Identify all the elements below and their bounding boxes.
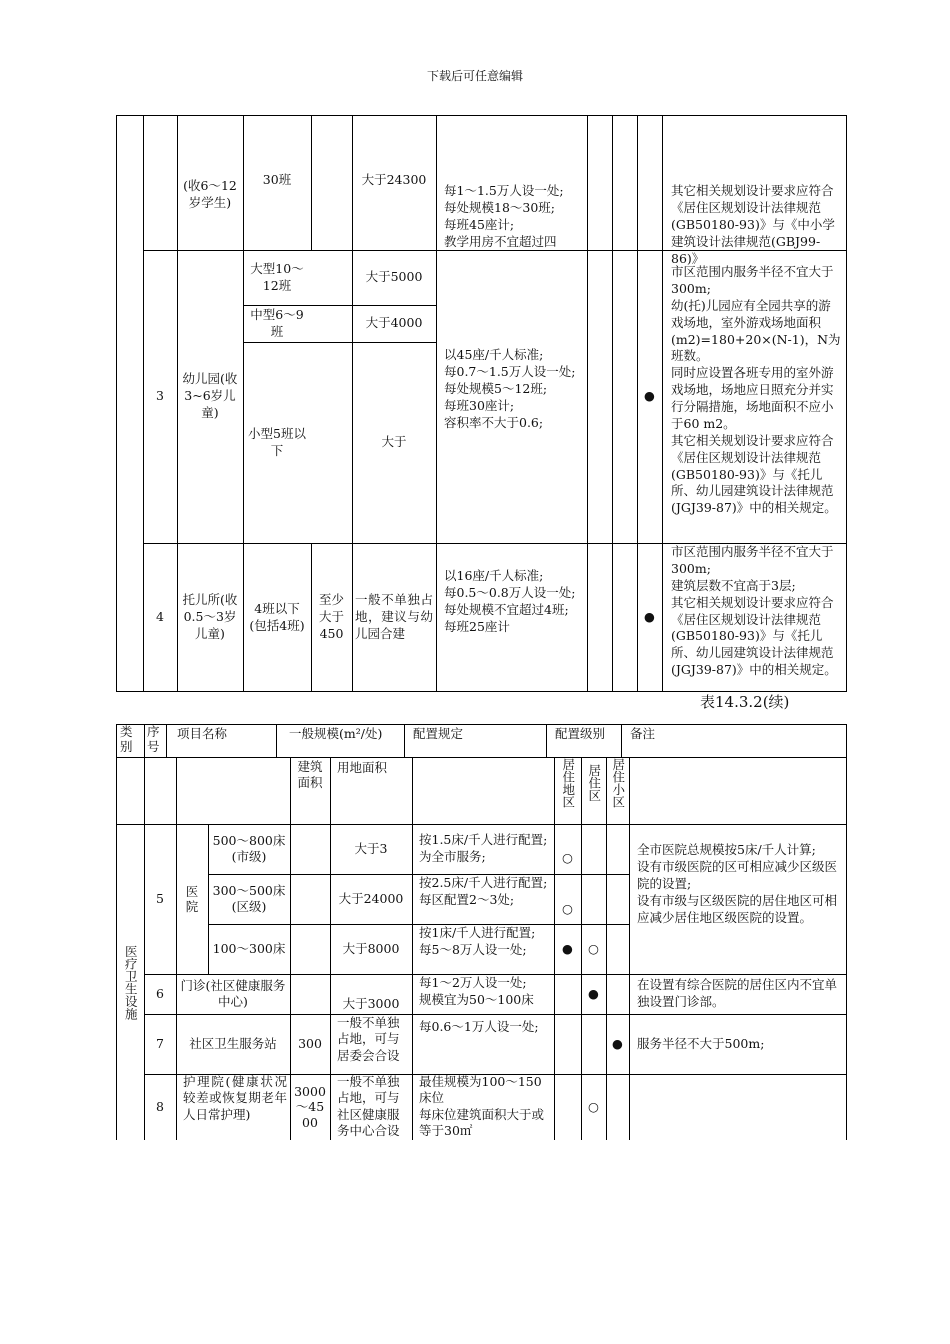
clinic-land: 大于3000 bbox=[342, 995, 400, 1011]
nursery-land: 一般不单独占地，建议与幼儿园合建 bbox=[355, 592, 433, 641]
category-medical: 医疗卫生设施 bbox=[123, 944, 139, 1020]
kindergarten-name: 幼儿园(收3~6岁儿童) bbox=[182, 371, 238, 420]
kindergarten-size-small: 小型5班以下 bbox=[248, 425, 306, 458]
clinic-note: 在设置有综合医院的居住区内不宜单独设置门诊部。 bbox=[637, 977, 838, 1009]
school-note: 其它相关规划设计要求应符合《居住区规划设计法律规范(GB50180-93)》与《中小学建筑设计法律规范(GBJ99-86)》 bbox=[671, 183, 835, 266]
hospital-size-district: 300～500床(区级) bbox=[212, 882, 286, 914]
header-level-area: 居住区 bbox=[586, 764, 602, 802]
hospital-small-mark-district: ● bbox=[562, 940, 573, 956]
kindergarten-area-medium: 大于4000 bbox=[365, 315, 423, 331]
table-caption: 表14.3.2(续) bbox=[700, 693, 790, 711]
header-level-community: 居住小区 bbox=[610, 758, 626, 808]
hospital-land-city: 大于3 bbox=[354, 840, 388, 856]
hospital-name: 医院 bbox=[185, 884, 199, 914]
hospital-land-district: 大于24000 bbox=[338, 890, 404, 906]
nursing-mark-area: ○ bbox=[588, 1098, 599, 1114]
nursery-note: 市区范围内服务半径不宜大于300m; 建筑层数不宜高于3层; 其它相关规划设计要求应符合《居住区规划设计法律规范(GB50180-93)》与《托儿所、幼儿园建筑设计法律规范(JGJ39-87)》中的相关规定。 bbox=[671, 544, 837, 678]
station-config: 每0.6～1万人设一处; bbox=[419, 1019, 539, 1034]
kindergarten-area-small: 大于 bbox=[381, 434, 407, 450]
station-mark-community: ● bbox=[612, 1035, 623, 1051]
nursery-level-mark: ● bbox=[644, 609, 655, 625]
kindergarten-num: 3 bbox=[156, 388, 164, 404]
kindergarten-level-mark: ● bbox=[644, 388, 655, 404]
hospital-num: 5 bbox=[156, 890, 164, 906]
kindergarten-config: 以45座/千人标准; 每0.7～1.5万人设一处; 每处规模5～12班; 每班30座计; 容积率不大于0.6; bbox=[444, 347, 576, 430]
kindergarten-area-large: 大于5000 bbox=[365, 269, 423, 285]
station-land: 一般不单独占地，可与居委会合设 bbox=[337, 1015, 400, 1063]
hospital-district-mark-district: ○ bbox=[562, 900, 573, 916]
clinic-config: 每1～2万人设一处; 规模宜为50～100床 bbox=[419, 975, 534, 1007]
hospital-config-city: 按1.5床/千人进行配置;为全市服务; bbox=[419, 832, 548, 864]
school-config: 每1～1.5万人设一处; 每处规模18～30班; 每班45座计; 教学用房不宜超过四 bbox=[444, 183, 564, 249]
nursing-land: 一般不单独占地，可与社区健康服务中心合设 bbox=[337, 1074, 400, 1138]
school-name: (收6～12岁学生) bbox=[183, 178, 237, 210]
station-num: 7 bbox=[156, 1035, 164, 1051]
kindergarten-size-large: 大型10～12班 bbox=[250, 260, 304, 293]
nursery-config: 以16座/千人标准; 每0.5～0.8万人设一处; 每处规模不宜超过4班; 每班25座计 bbox=[444, 568, 576, 634]
hospital-size-small: 100～300床 bbox=[212, 940, 286, 956]
clinic-mark-area: ● bbox=[588, 985, 599, 1001]
header-level: 配置级别 bbox=[555, 726, 606, 741]
header-note: 备注 bbox=[630, 726, 656, 741]
nursery-num: 4 bbox=[156, 609, 164, 625]
hospital-city-mark-district: ○ bbox=[562, 849, 573, 865]
header-level-district: 居住地区 bbox=[560, 758, 576, 808]
nursery-name: 托儿所(收0.5～3岁儿童) bbox=[182, 592, 238, 641]
hospital-size-city: 500～800床(市级) bbox=[212, 832, 286, 864]
kindergarten-size-medium: 中型6～9班 bbox=[250, 306, 304, 339]
hospital-land-small: 大于8000 bbox=[342, 940, 400, 956]
kindergarten-note: 市区范围内服务半径不宜大于300m; 幼(托)儿园应有全园共享的游戏场地，室外游戏场地面积(m2)=180+20×(N-1)，N为班数。 同时应设置各班专用的室外游戏场地，场地应日照充分并实行分隔措施，场地面积不应小于60 m2。 其它相关规划设计要求应符合《居住区规划设计法律规范(GB50180-93)》与《托儿所、幼儿园建筑设计法律规范(JGJ39-87)》中的相关规定。 bbox=[671, 264, 841, 516]
header-scale: 一般规模(m²/处) bbox=[289, 726, 383, 741]
nursing-building: 3000～4500 bbox=[294, 1083, 326, 1130]
header-building: 建筑面积 bbox=[297, 759, 323, 790]
page-header: 下载后可任意编辑 bbox=[426, 69, 523, 83]
hospital-config-district: 按2.5床/千人进行配置; 每区配置2～3处; bbox=[419, 875, 548, 907]
table-continued bbox=[116, 115, 847, 692]
nursing-name: 护理院(健康状况较差或恢复期老年人日常护理) bbox=[183, 1074, 287, 1122]
nursing-config: 最佳规模为100～150床位 每床位建筑面积大于或等于30㎡ bbox=[419, 1074, 545, 1138]
station-note: 服务半径不大于500m; bbox=[637, 1035, 765, 1051]
header-seq: 序号 bbox=[147, 724, 160, 754]
school-area: 大于24300 bbox=[361, 171, 427, 187]
clinic-num: 6 bbox=[156, 985, 164, 1001]
header-config: 配置规定 bbox=[413, 726, 464, 741]
station-name: 社区卫生服务站 bbox=[189, 1035, 277, 1051]
header-category: 类别 bbox=[120, 724, 133, 754]
table-medical bbox=[116, 724, 847, 1140]
hospital-small-mark-area: ○ bbox=[588, 940, 599, 956]
nursery-building: 至少大于450 bbox=[318, 592, 344, 641]
header-land: 用地面积 bbox=[337, 760, 388, 775]
clinic-name: 门诊(社区健康服务中心) bbox=[180, 977, 286, 1009]
hospital-config-small: 按1床/千人进行配置; 每5～8万人设一处; bbox=[419, 925, 536, 957]
hospital-note: 全市医院总规模按5床/千人计算; 设有市级医院的区可相应减少区级医院的设置; 设有市级与区级医院的居住地区可相应减少居住地区级医院的设置。 bbox=[637, 842, 838, 925]
station-building: 300 bbox=[298, 1035, 322, 1051]
nursery-scale: 4班以下(包括4班) bbox=[249, 600, 305, 633]
nursing-num: 8 bbox=[156, 1098, 164, 1114]
header-name: 项目名称 bbox=[177, 726, 228, 741]
school-scale: 30班 bbox=[262, 171, 292, 187]
